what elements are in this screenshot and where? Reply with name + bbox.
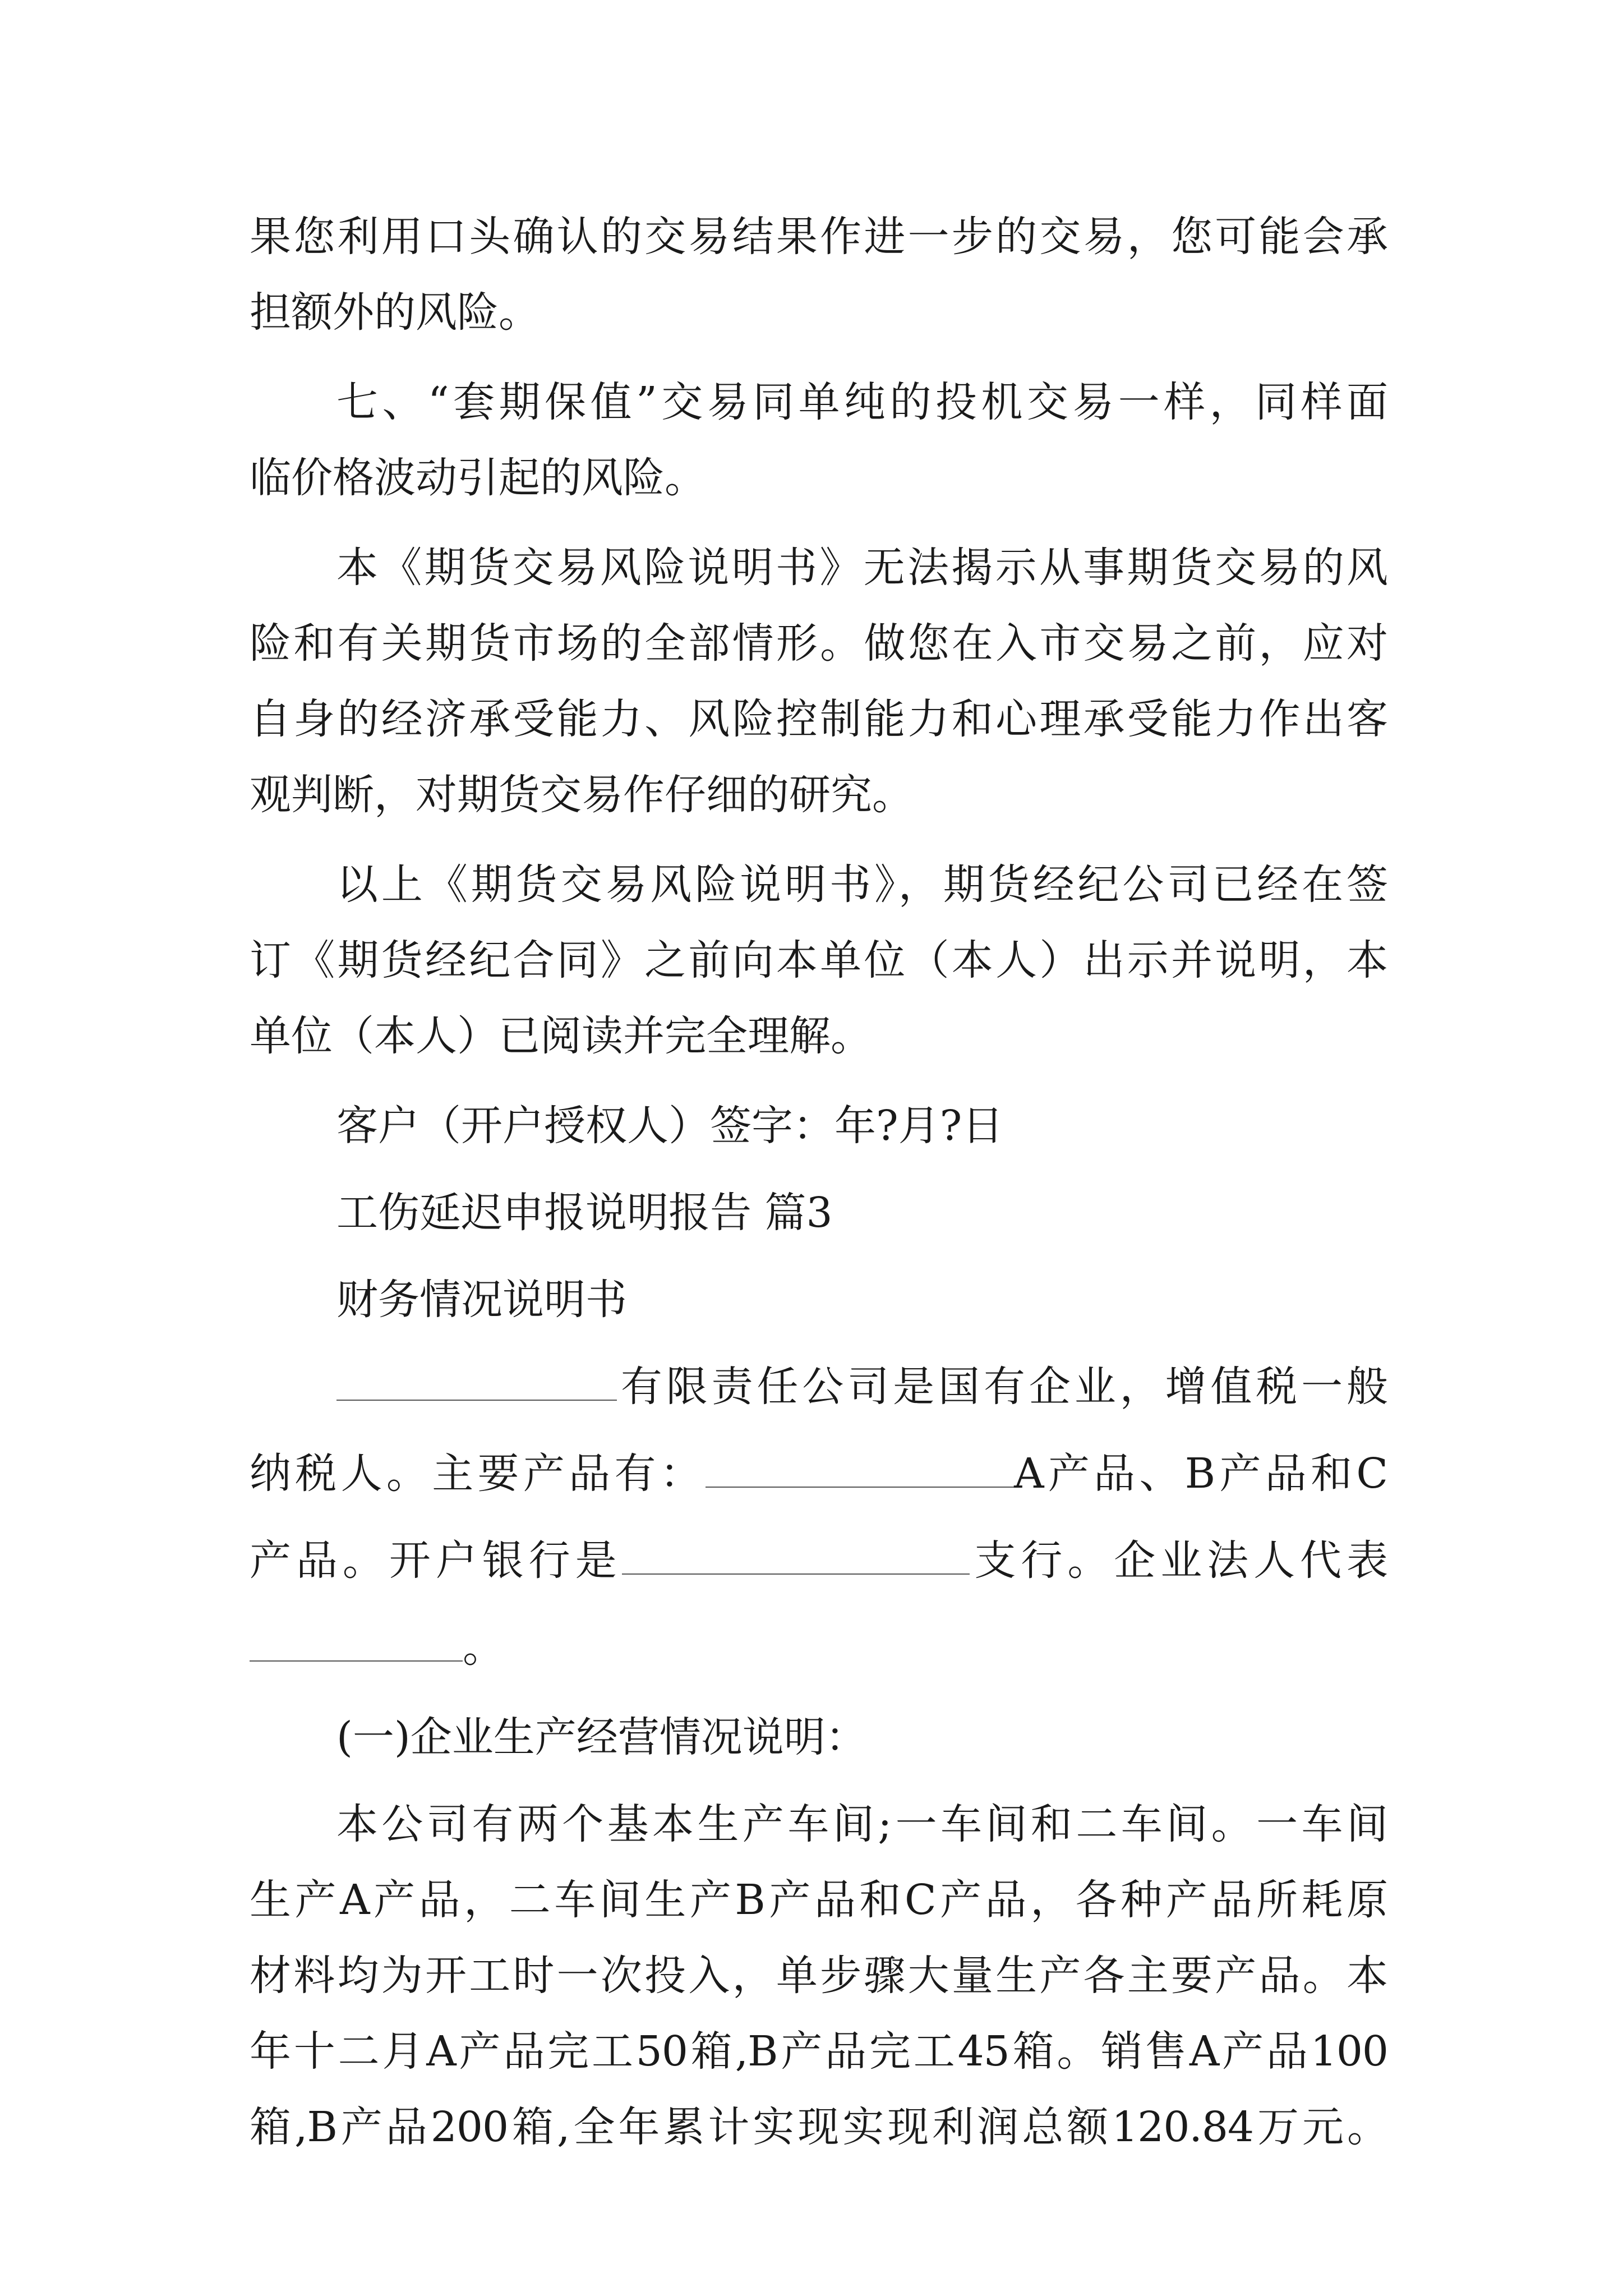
text-line: 以上《期货交易风险说明书》，期货经纪公司已经在签: [336, 861, 1388, 909]
fill-in-line: 。: [250, 1608, 1388, 1687]
text-line: 担额外的风险。: [250, 288, 540, 337]
text-line: 年十二月A产品完工50箱,B产品完工45箱。销售A产品100: [250, 2027, 1388, 2076]
text-line: 险和有关期货市场的全部情形。做您在入市交易之前，应对: [250, 619, 1388, 668]
text-line: 果您利用口头确认的交易结果作进一步的交易，您可能会承: [250, 213, 1388, 261]
text-line: 订《期货经纪合同》之前向本单位（本人）出示并说明，本: [250, 936, 1388, 984]
text-line: 生产A产品，二车间生产B产品和C产品，各种产品所耗原: [250, 1876, 1388, 1924]
document-title: 财务情况说明书: [336, 1276, 627, 1324]
text-line: 自身的经济承受能力、风险控制能力和心理承受能力作出客: [250, 695, 1388, 743]
fill-in-line: 纳税人。主要产品有： A产品、B产品和C: [250, 1434, 1388, 1513]
text-line: 临价格波动引起的风险。: [250, 454, 706, 502]
text-line: 材料均为开工时一次投入，单步骤大量生产各主要产品。本: [250, 1952, 1388, 2000]
fill-in-line: 有限责任公司是国有企业，增值税一般: [336, 1347, 1388, 1426]
blank-company-name: [336, 1360, 617, 1401]
text-line: 七、“套期保值”交易同单纯的投机交易一样，同样面: [336, 378, 1388, 426]
blank-main-products: [706, 1447, 1014, 1488]
subsection-heading: (一)企业生产经营情况说明：: [336, 1713, 867, 1761]
section-title: 工伤延迟申报说明报告 篇3: [336, 1189, 833, 1237]
blank-bank-name: [622, 1534, 970, 1575]
text-line: 单位（本人）已阅读并完全理解。: [250, 1012, 872, 1060]
text-line: 箱,B产品200箱,全年累计实现实现利润总额120.84万元。: [250, 2103, 1388, 2151]
blank-legal-representative: [250, 1621, 463, 1662]
text-line: 本公司有两个基本生产车间;一车间和二车间。一车间: [336, 1800, 1388, 1848]
signature-line: 客户（开户授权人）签字：年?月?日: [336, 1102, 1004, 1150]
text-line: 观判断，对期货交易作仔细的研究。: [250, 771, 914, 819]
text-line: 本《期货交易风险说明书》无法揭示从事期货交易的风: [336, 544, 1388, 592]
fill-in-line: 产品。开户银行是 支行。企业法人代表: [250, 1521, 1388, 1600]
